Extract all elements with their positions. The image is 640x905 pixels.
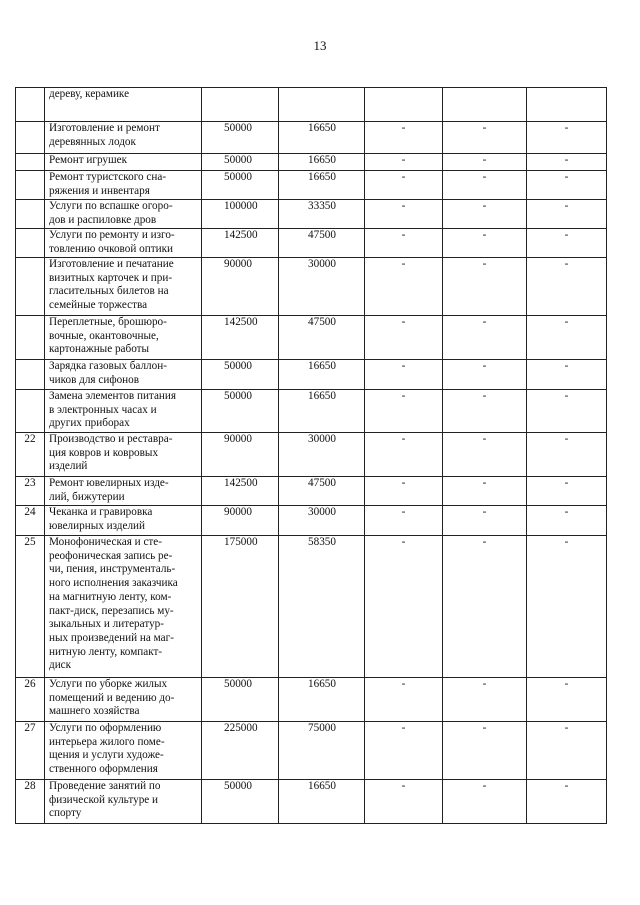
rate-2-cell: 30000 <box>279 258 365 316</box>
service-name-cell: Изготовление и печатание визитных карточек и при- гласительных билетов на семейные торжества <box>45 258 202 316</box>
table-row <box>16 433 607 477</box>
column-5-cell: - <box>527 477 607 506</box>
service-name-cell: Услуги по уборке жилых помещений и ведению до- машнего хозяйства <box>45 678 202 722</box>
row-number-cell <box>16 154 45 171</box>
table-row <box>16 122 607 154</box>
service-name-cell: Услуги по вспашке огоро- дов и распиловке дров <box>45 200 202 229</box>
rate-1-cell: 90000 <box>202 433 279 477</box>
rate-1-cell: 142500 <box>202 477 279 506</box>
column-4-cell: - <box>443 122 527 154</box>
column-4-cell: - <box>443 229 527 258</box>
service-name-cell: Ремонт игрушек <box>45 154 202 171</box>
column-5-cell: - <box>527 780 607 824</box>
column-4-cell: - <box>443 536 527 678</box>
service-name-cell: Услуги по ремонту и изго- товлению очковой оптики <box>45 229 202 258</box>
table-row <box>16 316 607 360</box>
rate-2-cell: 33350 <box>279 200 365 229</box>
rate-1-cell: 225000 <box>202 722 279 780</box>
row-number-cell <box>16 200 45 229</box>
column-4-cell: - <box>443 316 527 360</box>
rate-2-cell: 47500 <box>279 477 365 506</box>
table-row <box>16 477 607 506</box>
column-5-cell: - <box>527 122 607 154</box>
service-name-cell: Переплетные, брошюро- вочные, окантовочные, картонажные работы <box>45 316 202 360</box>
rate-2-cell: 30000 <box>279 506 365 536</box>
rate-2-cell: 75000 <box>279 722 365 780</box>
column-4-cell: - <box>443 433 527 477</box>
column-3-cell: - <box>365 122 443 154</box>
row-number-cell <box>16 171 45 200</box>
page-number: 13 <box>313 38 327 53</box>
column-3-cell: - <box>365 722 443 780</box>
column-5-cell: - <box>527 171 607 200</box>
column-4-cell: - <box>443 722 527 780</box>
row-number-cell: 23 <box>16 477 45 506</box>
rate-1-cell <box>202 88 279 122</box>
rate-1-cell: 142500 <box>202 316 279 360</box>
rate-2-cell: 16650 <box>279 390 365 433</box>
table-row <box>16 88 607 122</box>
service-name-cell: Производство и реставра- ция ковров и ковровых изделий <box>45 433 202 477</box>
column-4-cell <box>443 88 527 122</box>
column-3-cell: - <box>365 536 443 678</box>
column-4-cell: - <box>443 506 527 536</box>
table-row <box>16 171 607 200</box>
rate-1-cell: 90000 <box>202 506 279 536</box>
column-3-cell: - <box>365 506 443 536</box>
rate-2-cell: 16650 <box>279 780 365 824</box>
service-name-cell: Ремонт ювелирных изде- лий, бижутерии <box>45 477 202 506</box>
row-number-cell: 26 <box>16 678 45 722</box>
column-5-cell: - <box>527 433 607 477</box>
service-name-cell: Ремонт туристского сна- ряжения и инвентаря <box>45 171 202 200</box>
column-3-cell: - <box>365 780 443 824</box>
column-4-cell: - <box>443 678 527 722</box>
rate-2-cell: 30000 <box>279 433 365 477</box>
service-name-cell: Проведение занятий по физической культуре и спорту <box>45 780 202 824</box>
row-number-cell: 28 <box>16 780 45 824</box>
column-5-cell: - <box>527 360 607 390</box>
column-4-cell: - <box>443 171 527 200</box>
column-5-cell: - <box>527 506 607 536</box>
tariff-table <box>15 87 607 824</box>
column-4-cell: - <box>443 477 527 506</box>
service-name-cell: дереву, керамике <box>45 88 202 122</box>
table-row <box>16 200 607 229</box>
rate-1-cell: 50000 <box>202 678 279 722</box>
rate-2-cell: 16650 <box>279 154 365 171</box>
row-number-cell <box>16 229 45 258</box>
column-3-cell: - <box>365 171 443 200</box>
column-5-cell: - <box>527 258 607 316</box>
rate-1-cell: 50000 <box>202 171 279 200</box>
rate-2-cell: 47500 <box>279 229 365 258</box>
rate-2-cell: 16650 <box>279 171 365 200</box>
rate-2-cell <box>279 88 365 122</box>
table-body <box>16 88 607 824</box>
rate-2-cell: 16650 <box>279 122 365 154</box>
column-5-cell: - <box>527 536 607 678</box>
service-name-cell: Изготовление и ремонт деревянных лодок <box>45 122 202 154</box>
row-number-cell <box>16 316 45 360</box>
column-3-cell: - <box>365 258 443 316</box>
row-number-cell <box>16 258 45 316</box>
column-4-cell: - <box>443 390 527 433</box>
rate-2-cell: 16650 <box>279 360 365 390</box>
column-3-cell: - <box>365 390 443 433</box>
row-number-cell: 22 <box>16 433 45 477</box>
table-row <box>16 722 607 780</box>
row-number-cell: 24 <box>16 506 45 536</box>
rate-1-cell: 90000 <box>202 258 279 316</box>
table-row <box>16 678 607 722</box>
rate-2-cell: 47500 <box>279 316 365 360</box>
rate-1-cell: 50000 <box>202 780 279 824</box>
column-3-cell: - <box>365 229 443 258</box>
row-number-cell <box>16 88 45 122</box>
column-4-cell: - <box>443 780 527 824</box>
row-number-cell: 27 <box>16 722 45 780</box>
rate-1-cell: 100000 <box>202 200 279 229</box>
row-number-cell <box>16 122 45 154</box>
column-3-cell: - <box>365 360 443 390</box>
column-5-cell: - <box>527 200 607 229</box>
column-5-cell: - <box>527 154 607 171</box>
column-5-cell: - <box>527 722 607 780</box>
table-row <box>16 258 607 316</box>
column-4-cell: - <box>443 360 527 390</box>
column-5-cell: - <box>527 390 607 433</box>
rate-2-cell: 58350 <box>279 536 365 678</box>
rate-2-cell: 16650 <box>279 678 365 722</box>
table-row <box>16 390 607 433</box>
column-4-cell: - <box>443 258 527 316</box>
rate-1-cell: 175000 <box>202 536 279 678</box>
column-4-cell: - <box>443 200 527 229</box>
rate-1-cell: 50000 <box>202 122 279 154</box>
column-3-cell: - <box>365 433 443 477</box>
service-name-cell: Монофоническая и сте- реофоническая запись ре- чи, пения, инструменталь- ного исполнения заказчика на магнитную ленту, ком- пакт-диск, перезапись му- зыкальных и литератур- ных произведений на маг- нитную ленту, компакт- диск <box>45 536 202 678</box>
column-3-cell: - <box>365 477 443 506</box>
column-3-cell: - <box>365 678 443 722</box>
service-name-cell: Зарядка газовых баллон- чиков для сифонов <box>45 360 202 390</box>
service-name-cell: Услуги по оформлению интерьера жилого поме- щения и услуги художе- ственного оформления <box>45 722 202 780</box>
rate-1-cell: 142500 <box>202 229 279 258</box>
row-number-cell: 25 <box>16 536 45 678</box>
column-5-cell: - <box>527 229 607 258</box>
column-3-cell: - <box>365 200 443 229</box>
service-name-cell: Чеканка и гравировка ювелирных изделий <box>45 506 202 536</box>
table-row <box>16 154 607 171</box>
row-number-cell <box>16 360 45 390</box>
column-3-cell <box>365 88 443 122</box>
column-3-cell: - <box>365 316 443 360</box>
table-row <box>16 506 607 536</box>
table-row <box>16 780 607 824</box>
column-4-cell: - <box>443 154 527 171</box>
table-row <box>16 536 607 678</box>
column-5-cell: - <box>527 316 607 360</box>
column-5-cell: - <box>527 678 607 722</box>
rate-1-cell: 50000 <box>202 390 279 433</box>
row-number-cell <box>16 390 45 433</box>
rate-1-cell: 50000 <box>202 360 279 390</box>
column-3-cell: - <box>365 154 443 171</box>
table-row <box>16 360 607 390</box>
table-row <box>16 229 607 258</box>
column-5-cell <box>527 88 607 122</box>
service-name-cell: Замена элементов питания в электронных часах и других приборах <box>45 390 202 433</box>
rate-1-cell: 50000 <box>202 154 279 171</box>
